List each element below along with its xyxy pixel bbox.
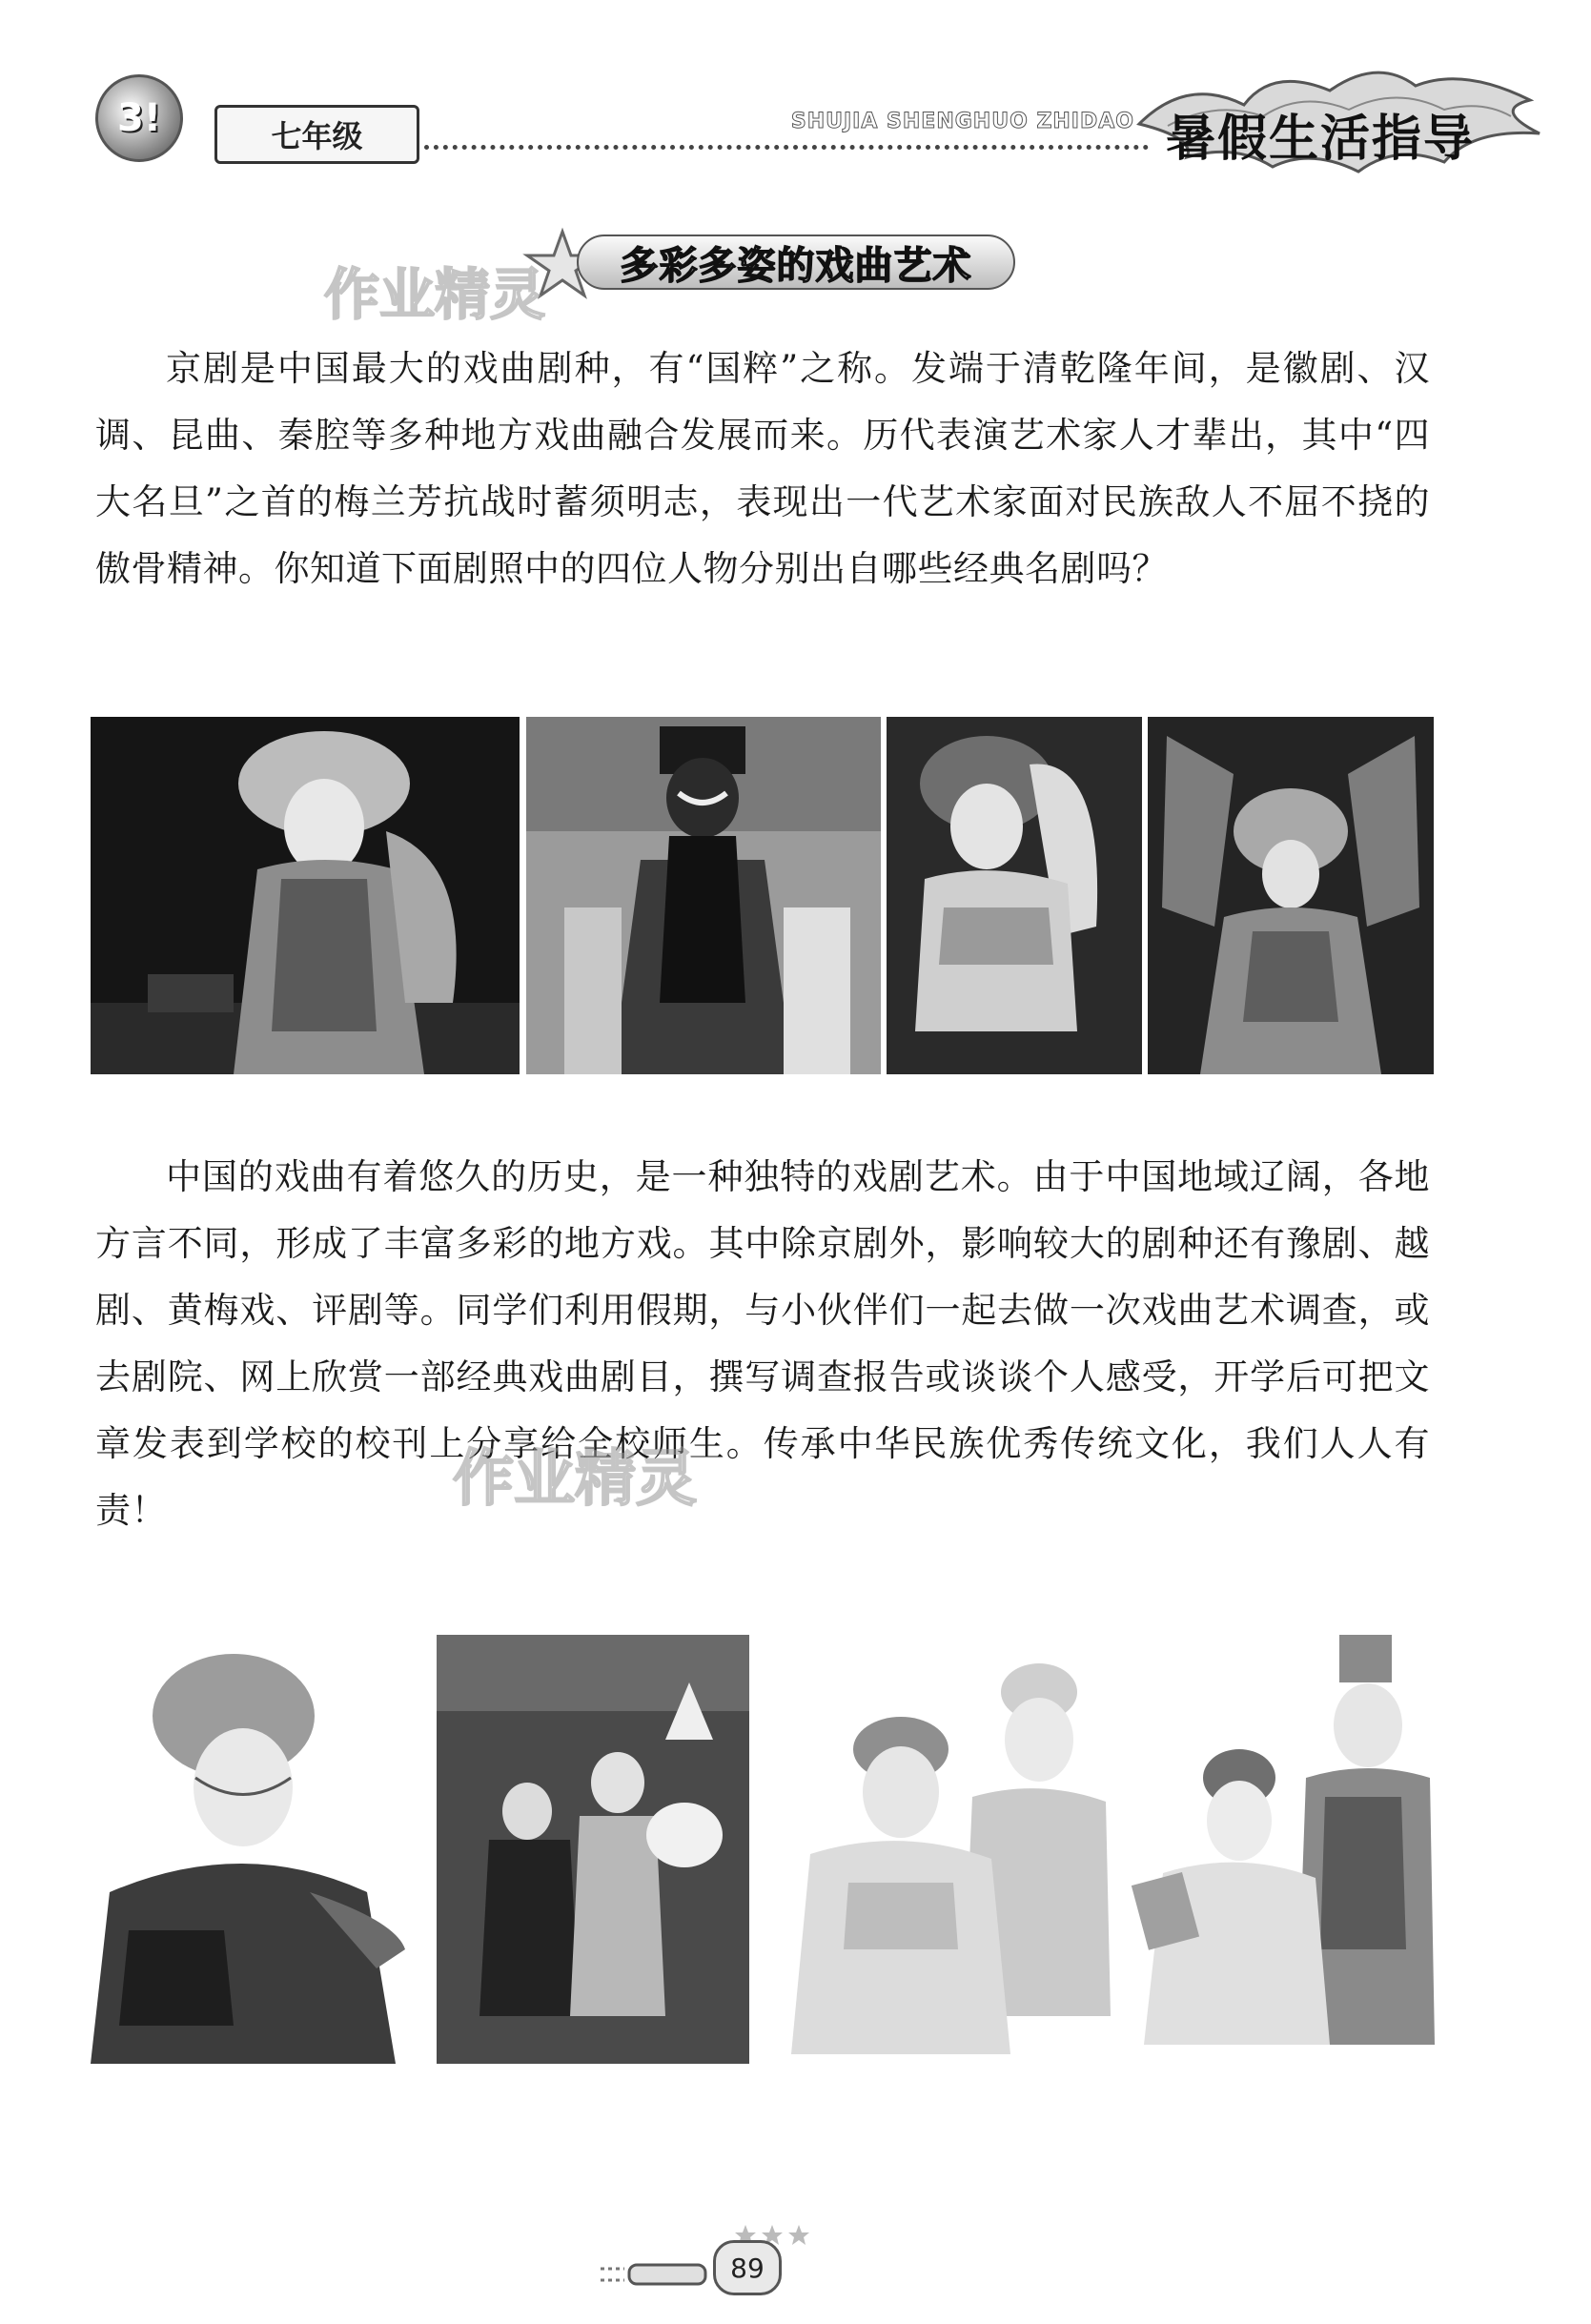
opera-photo-3	[887, 717, 1142, 1074]
regional-opera-photo-3	[753, 1635, 1111, 2073]
watermark-text: 作业精灵	[324, 262, 546, 327]
regional-opera-paragraph: 中国的戏曲有着悠久的历史，是一种独特的戏剧艺术。由于中国地域辽阔，各地方言不同，形成了丰富多彩的地方戏。其中除京剧外，影响较大的剧种还有豫剧、越剧、黄梅戏、评剧等。同学们利用假期，与小伙伴们一起去做一次戏曲艺术调查，或去剧院、网上欣赏一部经典戏曲剧目，撰写调查报告或谈谈个人感受，开学后可把文章发表到学校的校刊上分享给全校师生。传承中华民族优秀传统文化，我们人人有责！	[95, 1156, 1430, 1531]
intro-paragraph: 京剧是中国最大的戏曲剧种，有“国粹”之称。发端于清乾隆年间，是徽剧、汉调、昆曲、秦腔等多种地方戏曲融合发展而来。历代表演艺术家人才辈出，其中“四大名旦”之首的梅兰芳抗战时蓄须明志，表现出一代艺术家面对民族敌人不屈不挠的傲骨精神。你知道下面剧照中的四位人物分别出自哪些经典名剧吗？	[95, 348, 1430, 589]
opera-photo-1	[91, 717, 520, 1074]
series-pinyin: SHUJIA SHENGHUO ZHIDAO	[790, 110, 1134, 133]
series-logo: 3!	[95, 74, 183, 162]
grade-label: 七年级	[214, 105, 419, 164]
watermark-text-2: 作业精灵	[453, 1444, 697, 1515]
page-header	[91, 57, 1520, 172]
series-title: 暑假生活指导	[1165, 110, 1475, 168]
section-heading	[520, 227, 1034, 303]
section-title: 多彩多姿的戏曲艺术	[620, 243, 972, 288]
page-number-badge	[601, 2231, 820, 2307]
regional-opera-photo-2	[437, 1635, 749, 2064]
regional-opera-photo-4	[1115, 1635, 1435, 2064]
header-dotted-rule	[424, 145, 1149, 150]
opera-photo-4	[1148, 717, 1434, 1074]
pencil-icon	[601, 2250, 724, 2297]
opera-photo-2	[526, 717, 881, 1074]
page-number: 89	[713, 2240, 782, 2295]
regional-opera-photo-1	[91, 1644, 415, 2064]
